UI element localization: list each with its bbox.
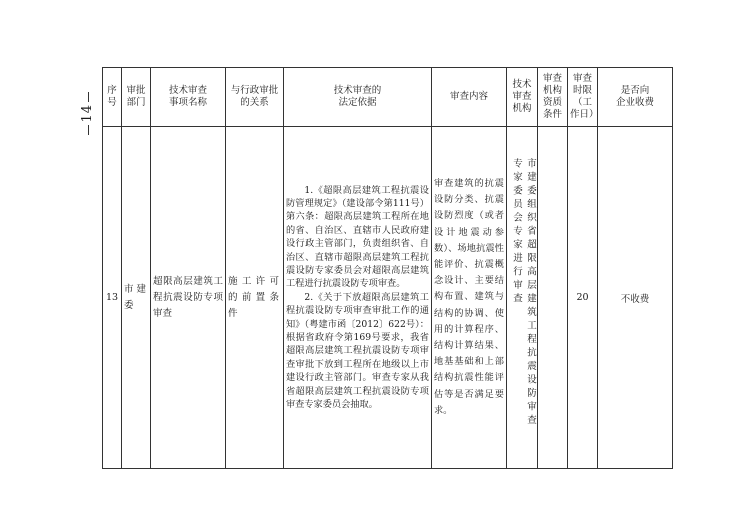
- header-time-limit: 审查 时限 （工 作日）: [568, 68, 598, 127]
- cell-item-name: 超限高层建筑工程抗震设防专项审查: [151, 127, 226, 469]
- legal-basis-paragraph-2: 2.《关于下放超限高层建筑工程抗震设防专项审查审批工作的通知》（粤建市函〔2012〕622号）：根据省政府令第169号要求，我省超限高层建筑工程抗震设防专项审查审批下放到工程所在地级以上市建设行政主管部门。审查专家从我省超限高层建筑工程抗震设防专项审查专家委员会抽取。: [286, 291, 429, 411]
- header-dept: 审批 部门: [122, 68, 151, 127]
- page-number-value: 14: [80, 104, 95, 123]
- header-legal-basis: 技术审查的 法定依据: [284, 68, 432, 127]
- cell-qualification: [538, 127, 568, 469]
- legal-basis-paragraph-1: 1.《超限高层建筑工程抗震设防管理规定》（建设部令第111号）第六条：超限高层建筑工程所在地的省、自治区、直辖市人民政府建设行政主管部门，负责组织省、自治区、直辖市超限高层建筑工程抗震设防专家委员会对超限高层建筑工程进行抗震设防专项审查。: [286, 184, 429, 290]
- cell-time-limit: 20: [568, 127, 598, 469]
- header-content: 审查内容: [432, 68, 507, 127]
- cell-seq: 13: [103, 127, 122, 469]
- table-row: [103, 127, 673, 469]
- header-item-name: 技术审查 事项名称: [151, 68, 226, 127]
- header-relation: 与行政审批 的关系: [226, 68, 284, 127]
- review-items-table: [102, 67, 673, 469]
- page-number: [78, 90, 98, 137]
- header-seq: 序 号: [103, 68, 122, 127]
- page-number-dash-bottom: [88, 125, 89, 135]
- cell-dept: 市建委: [122, 127, 151, 469]
- header-qualification: 审查 机构 资质 条件: [538, 68, 568, 127]
- header-org: 技术 审查 机构: [507, 68, 538, 127]
- cell-org-text: 市建委组织省超限高层建筑工程抗震设防审查专家委员会专家进行审查: [511, 157, 536, 428]
- cell-content: 审查建筑的抗震设防分类、抗震设防烈度（或者设计地震动参数）、场地抗震性能评价、抗震概念设计、主要结构布置、建筑与结构的协调、使用的计算程序、结构计算结果、地基基础和上部结构抗震性能评估等是否满足要求。: [432, 127, 507, 469]
- header-row: [103, 68, 673, 127]
- header-fee: 是否向 企业收费: [598, 68, 673, 127]
- cell-fee: 不收费: [598, 127, 673, 469]
- page-number-dash-top: [88, 92, 89, 102]
- cell-legal-basis: [284, 127, 432, 469]
- cell-org: [507, 127, 538, 469]
- cell-relation: 施工许可的前置条件: [226, 127, 284, 469]
- table-header: [103, 68, 673, 127]
